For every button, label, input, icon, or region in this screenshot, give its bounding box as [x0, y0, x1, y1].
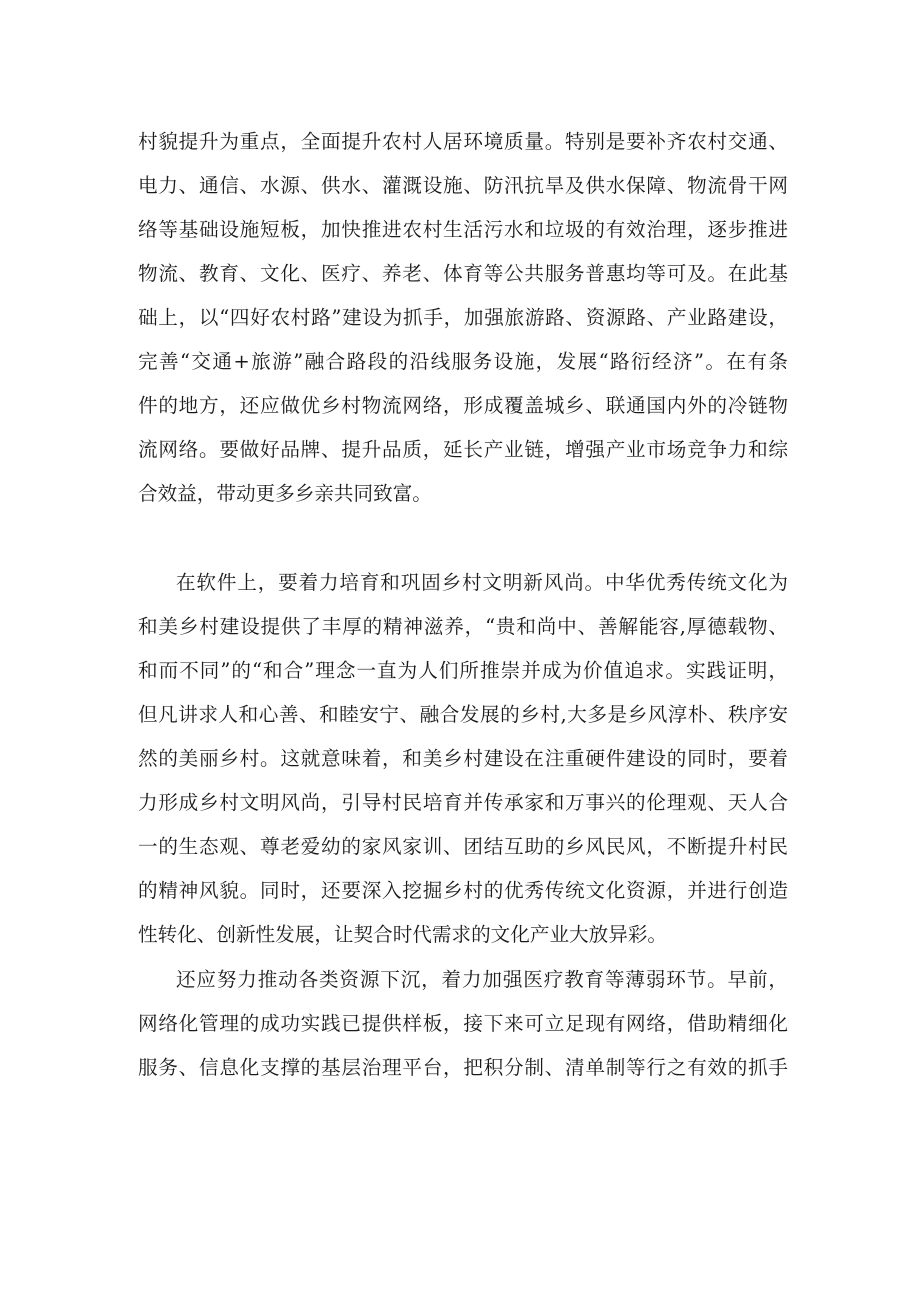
paragraph-2-line-8: 的精神风貌。同时，还要深入挖掘乡村的优秀传统文化资源，并进行创造: [138, 879, 788, 902]
paragraph-2-line-4: 但凡讲求人和心善、和睦安宁、融合发展的乡村,大多是乡风淳朴、秩序安: [138, 703, 788, 726]
paragraph-3-line-2: 网络化管理的成功实践已提供样板，接下来可立足现有网络，借助精细化: [138, 1012, 788, 1035]
paragraph-1-line-6: 完善“交通+旅游”融合路段的沿线服务设施，发展“路衍经济”。在有条: [138, 350, 788, 373]
paragraph-3-line-1: 还应努力推动各类资源下沉，着力加强医疗教育等薄弱环节。早前，: [176, 968, 788, 991]
paragraph-1-line-5: 础上，以“四好农村路”建设为抓手，加强旅游路、资源路、产业路建设，: [138, 306, 788, 329]
paragraph-2-line-2: 和美乡村建设提供了丰厚的精神滋养，“贵和尚中、善解能容,厚德载物、: [138, 615, 788, 638]
paragraph-1-line-1: 村貌提升为重点，全面提升农村人居环境质量。特别是要补齐农村交通、: [138, 130, 788, 153]
paragraph-2-line-1: 在软件上，要着力培育和巩固乡村文明新风尚。中华优秀传统文化为: [176, 571, 788, 594]
paragraph-1-line-3: 络等基础设施短板，加快推进农村生活污水和垃圾的有效治理，逐步推进: [138, 218, 788, 241]
paragraph-1-line-2: 电力、通信、水源、供水、灌溉设施、防汛抗旱及供水保障、物流骨干网: [138, 174, 788, 197]
paragraph-3-line-3: 服务、信息化支撑的基层治理平台，把积分制、清单制等行之有效的抓手: [138, 1056, 788, 1079]
paragraph-2-line-9: 性转化、创新性发展，让契合时代需求的文化产业大放异彩。: [138, 923, 668, 946]
paragraph-1-line-8: 流网络。要做好品牌、提升品质，延长产业链，增强产业市场竞争力和综: [138, 438, 788, 461]
paragraph-2-line-7: 一的生态观、尊老爱幼的家风家训、团结互助的乡风民风，不断提升村民: [138, 835, 788, 858]
paragraph-2-line-6: 力形成乡村文明风尚，引导村民培育并传承家和万事兴的伦理观、天人合: [138, 791, 788, 814]
paragraph-2-line-5: 然的美丽乡村。这就意味着，和美乡村建设在注重硬件建设的同时，要着: [138, 747, 788, 770]
paragraph-1-line-7: 件的地方，还应做优乡村物流网络，形成覆盖城乡、联通国内外的冷链物: [138, 394, 788, 417]
paragraph-1-line-9: 合效益，带动更多乡亲共同致富。: [138, 482, 432, 505]
paragraph-2-line-3: 和而不同”的“和合”理念一直为人们所推崇并成为价值追求。实践证明，: [138, 659, 788, 682]
paragraph-1-line-4: 物流、教育、文化、医疗、养老、体育等公共服务普惠均等可及。在此基: [138, 262, 788, 285]
